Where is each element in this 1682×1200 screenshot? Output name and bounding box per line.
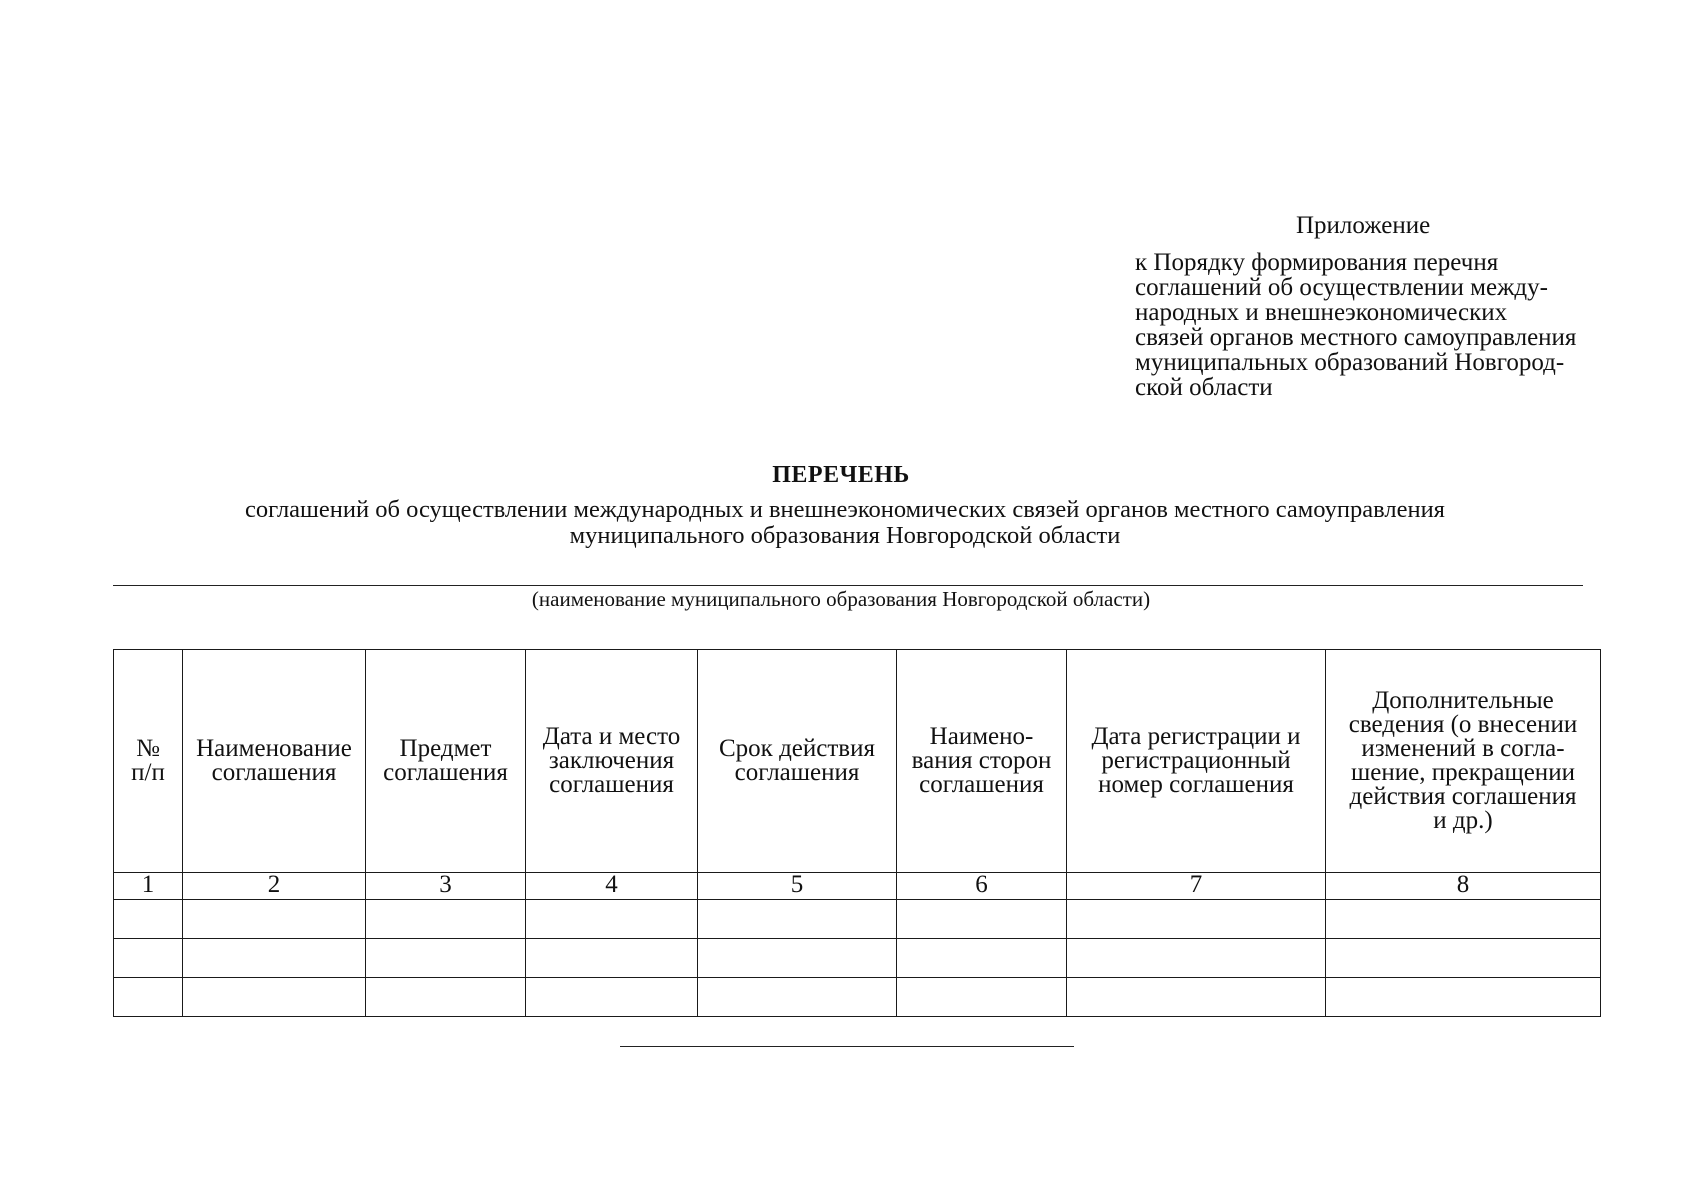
subtitle-line: соглашений об осуществлении международных и внешнеэкономических связей органов местного самоуправления xyxy=(245,496,1445,523)
table-cell[interactable] xyxy=(1067,978,1326,1017)
header-cell-number xyxy=(114,650,183,873)
header-text: соглашения xyxy=(383,759,508,786)
table-cell[interactable] xyxy=(526,900,698,939)
header-text: вания сторон xyxy=(911,747,1052,774)
column-number: 8 xyxy=(1326,873,1601,900)
appendix-line: к Порядку формирования перечня xyxy=(1135,249,1499,276)
table-cell[interactable] xyxy=(698,978,897,1017)
header-cell-registration xyxy=(1067,650,1326,873)
table-cell[interactable] xyxy=(698,939,897,978)
table-cell[interactable] xyxy=(114,900,183,939)
header-text: Дата регистрации и xyxy=(1091,723,1301,750)
header-text: Дата и место xyxy=(542,723,681,750)
header-text: регистрационный xyxy=(1101,747,1291,774)
municipality-name-caption xyxy=(0,586,1682,612)
table-cell[interactable] xyxy=(897,900,1067,939)
column-number-row xyxy=(114,873,1601,900)
header-text: Дополнительные xyxy=(1372,687,1554,714)
header-text: соглашения xyxy=(919,771,1044,798)
header-text: соглашения xyxy=(549,771,674,798)
table-cell[interactable] xyxy=(183,939,366,978)
column-number: 6 xyxy=(897,873,1067,900)
header-text: п/п xyxy=(131,759,165,786)
table-cell[interactable] xyxy=(183,978,366,1017)
column-number: 5 xyxy=(698,873,897,900)
table-cell[interactable] xyxy=(183,900,366,939)
table-cell[interactable] xyxy=(366,978,526,1017)
column-number: 3 xyxy=(366,873,526,900)
end-separator-line xyxy=(620,1046,1074,1047)
table-cell[interactable] xyxy=(526,978,698,1017)
column-number: 2 xyxy=(183,873,366,900)
header-text: Наимено- xyxy=(929,723,1034,750)
column-number: 4 xyxy=(526,873,698,900)
table-cell[interactable] xyxy=(366,900,526,939)
table-row xyxy=(114,939,1601,978)
table-cell[interactable] xyxy=(1067,900,1326,939)
appendix-line: ской области xyxy=(1135,374,1273,401)
header-cell-parties xyxy=(897,650,1067,873)
table-cell[interactable] xyxy=(114,978,183,1017)
header-text: заключения xyxy=(548,747,675,774)
agreements-table xyxy=(113,649,1601,1017)
document-subtitle xyxy=(120,497,1570,549)
header-text: Предмет xyxy=(399,735,492,762)
header-text: шение, прекращении xyxy=(1351,759,1575,786)
table-cell[interactable] xyxy=(526,939,698,978)
table-cell[interactable] xyxy=(897,978,1067,1017)
appendix-line: народных и внешнеэкономических xyxy=(1135,299,1508,326)
table-cell[interactable] xyxy=(1067,939,1326,978)
appendix-line: соглашений об осуществлении между- xyxy=(1135,274,1548,301)
header-text: сведения (о внесении xyxy=(1348,711,1578,738)
column-number: 7 xyxy=(1067,873,1326,900)
appendix-body xyxy=(1135,250,1605,400)
caption-text: (наименование муниципального образования Новгородской области) xyxy=(531,587,1151,611)
table-header-row xyxy=(114,650,1601,873)
table-row xyxy=(114,900,1601,939)
column-number: 1 xyxy=(114,873,183,900)
header-text: номер соглашения xyxy=(1098,771,1294,798)
header-cell-additional xyxy=(1326,650,1601,873)
header-cell-subject xyxy=(366,650,526,873)
appendix-title: Приложение xyxy=(1296,212,1431,239)
table-cell[interactable] xyxy=(1326,939,1601,978)
header-text: № xyxy=(136,735,160,762)
header-text: действия соглашения xyxy=(1349,783,1577,810)
table-cell[interactable] xyxy=(366,939,526,978)
table-cell[interactable] xyxy=(897,939,1067,978)
table-cell[interactable] xyxy=(114,939,183,978)
header-text: изменений в согла- xyxy=(1361,735,1565,762)
header-text: соглашения xyxy=(734,759,860,786)
document-title: ПЕРЕЧЕНЬ xyxy=(772,462,910,488)
header-text: Наименование xyxy=(196,735,352,762)
header-cell-validity xyxy=(698,650,897,873)
subtitle-line: муниципального образования Новгородской области xyxy=(569,522,1121,549)
table-cell[interactable] xyxy=(1326,978,1601,1017)
header-text: и др.) xyxy=(1433,807,1493,834)
appendix-line: муниципальных образований Новгород- xyxy=(1135,349,1565,376)
table-cell[interactable] xyxy=(1326,900,1601,939)
appendix-line: связей органов местного самоуправления xyxy=(1135,324,1577,351)
header-text: Срок действия xyxy=(719,735,875,762)
header-cell-agreement-name xyxy=(183,650,366,873)
header-cell-date-place xyxy=(526,650,698,873)
table-row xyxy=(114,978,1601,1017)
table-cell[interactable] xyxy=(698,900,897,939)
header-text: соглашения xyxy=(211,759,337,786)
